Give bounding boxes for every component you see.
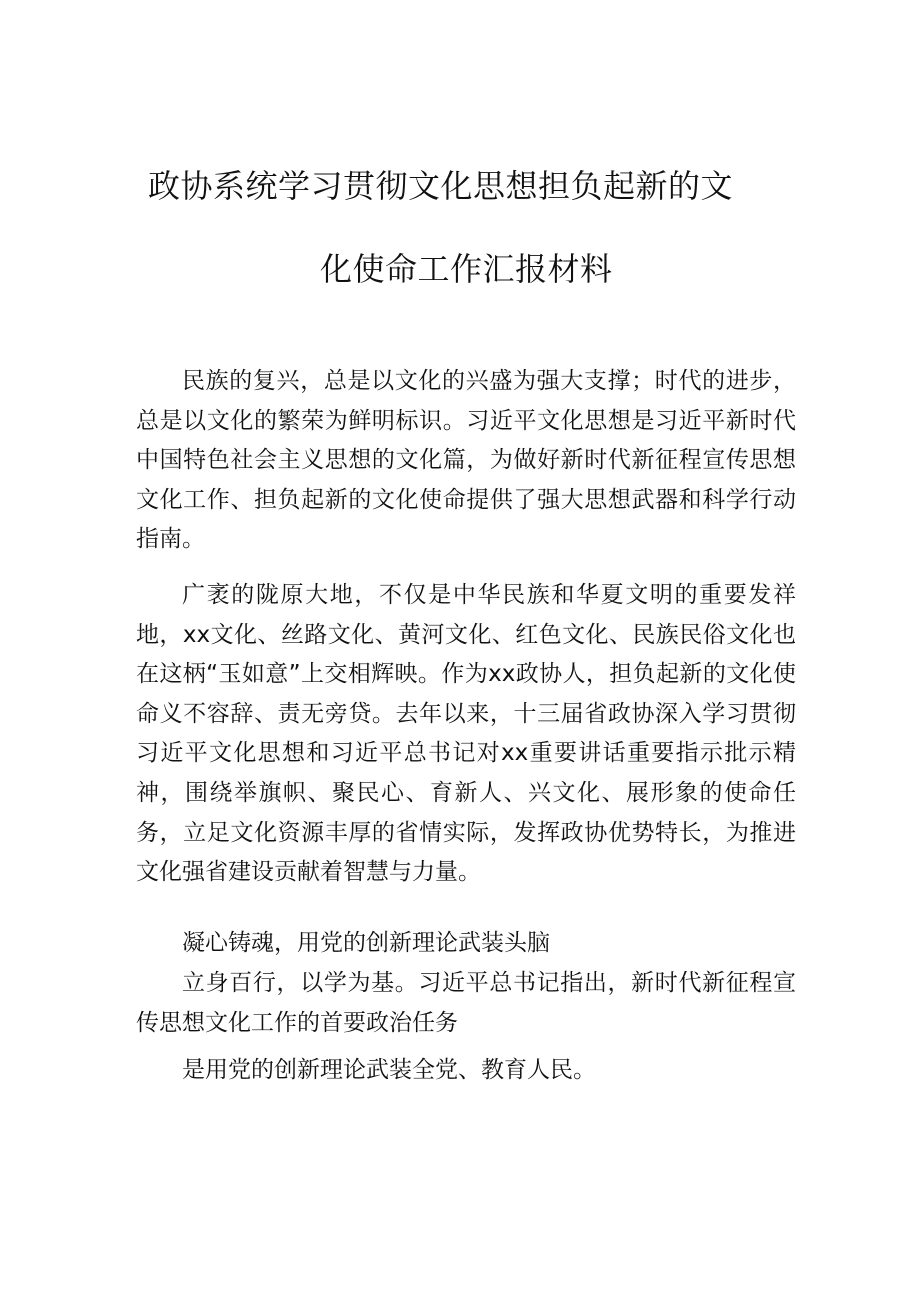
section-heading: 凝心铸魂，用党的创新理论武装头脑 [182,930,550,956]
paragraph-3: 立身百行，以学为基。习近平总书记指出，新时代新征程宣传思想文化工作的首要政治任务 [136,970,796,1036]
paragraph-2: 广袤的陇原大地，不仅是中华民族和华夏文明的重要发祥地，xx文化、丝路文化、黄河文化、红色文化、民族民俗文化也在这柄“玉如意”上交相辉映。作为xx政协人，担负起新的文化使命义不容辞、责无旁贷。去年以来，十三届省政协深入学习贯彻习近平文化思想和习近平总书记对xx重要讲话重要指示批示精神，围绕举旗帜、聚民心、育新人、兴文化、展形象的使命任务，立足文化资源丰厚的省情实际，发挥政协优势特长，为推进文化强省建设贡献着智慧与力量。 [136,582,796,886]
paragraph-4: 是用党的创新理论武装全党、教育人民。 [182,1057,596,1083]
paragraph-1: 民族的复兴，总是以文化的兴盛为强大支撑；时代的进步，总是以文化的繁荣为鲜明标识。习近平文化思想是习近平新时代中国特色社会主义思想的文化篇，为做好新时代新征程宣传思想文化工作、担负起新的文化使命提供了强大思想武器和科学行动指南。 [136,368,796,553]
document-title-line-2: 化使命工作汇报材料 [320,250,613,288]
document-title-line-1: 政协系统学习贯彻文化思想担负起新的文 [148,167,734,205]
